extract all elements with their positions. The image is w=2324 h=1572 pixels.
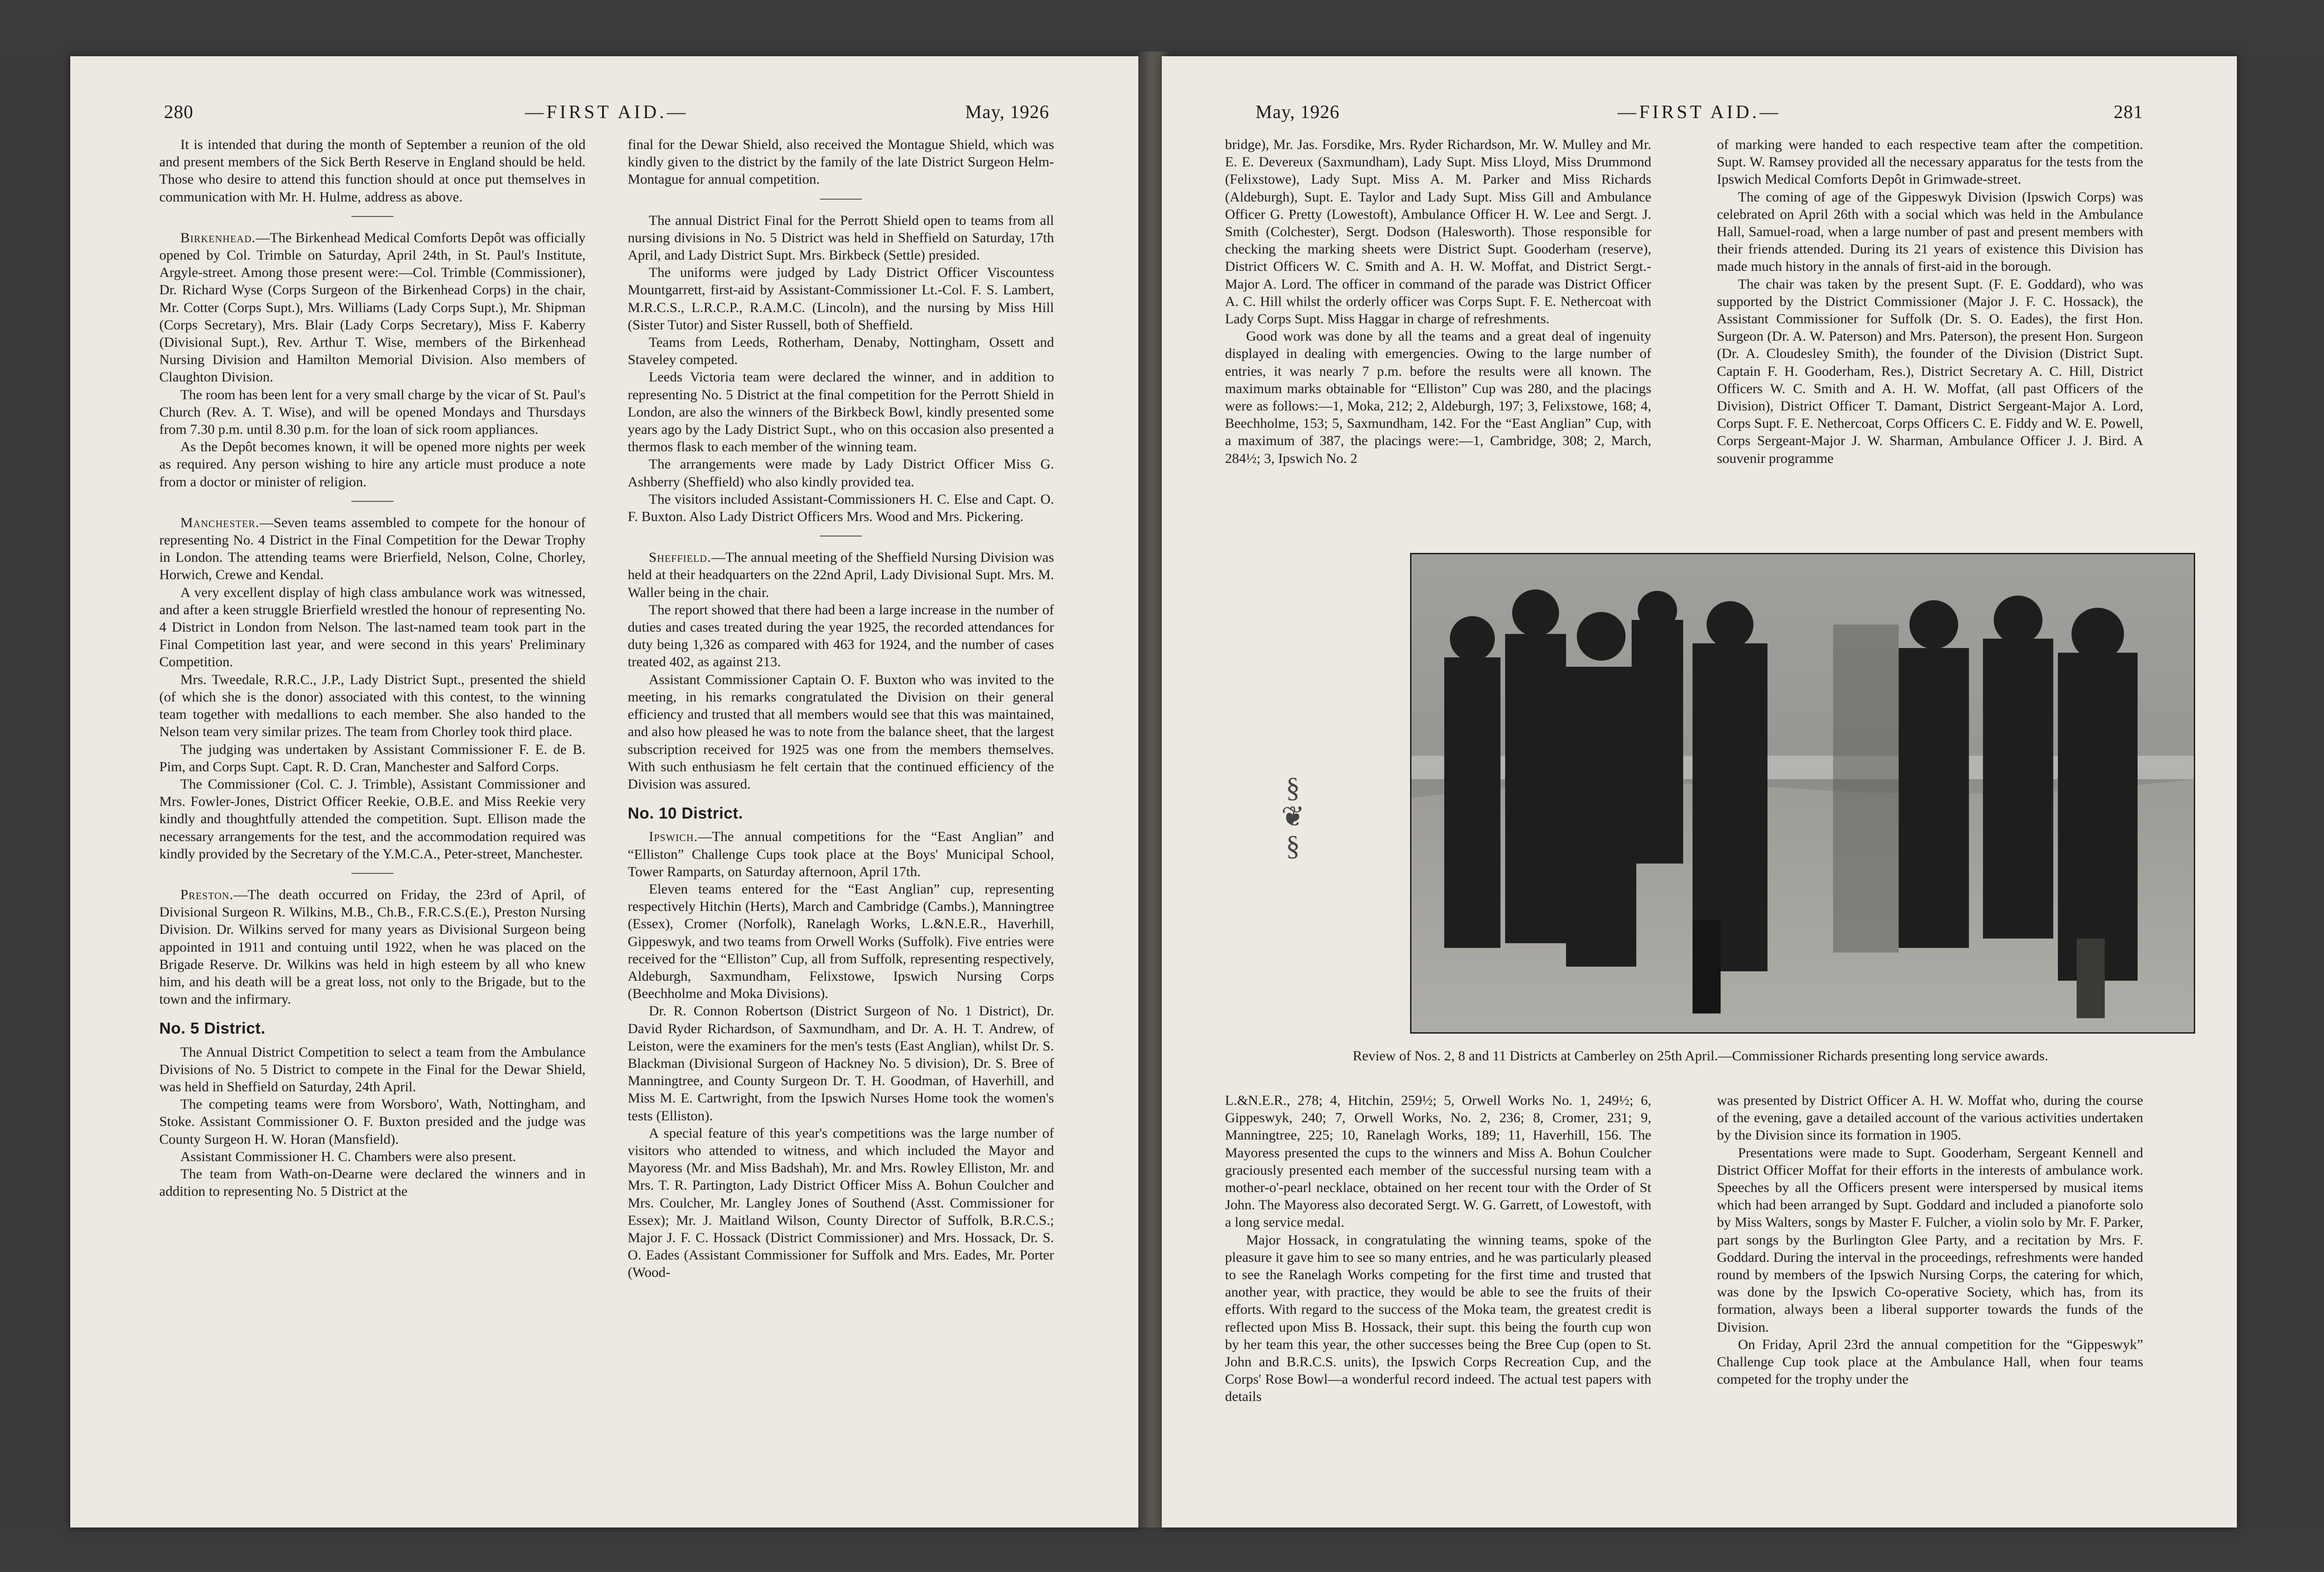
paragraph-text: As the Depôt becomes known, it will be opened more nights per week as required. Any person wishing to hire any article must produce a note from a doctor or minister of religion. — [159, 439, 586, 490]
photo-caption: Review of Nos. 2, 8 and 11 Districts at Camberley on 25th April.—Commissioner Richards presenting long service awards. — [1352, 1048, 2049, 1064]
article-paragraph — [159, 514, 586, 584]
paragraph-text: Dr. R. Connon Robertson (District Surgeon of No. 1 District), Dr. David Ryder Richardson, of Saxmundham, and Dr. A. H. T. Andrew, of Leiston, were the examiners for the men's tests (East Anglian), whilst Dr. S. Blackman (Divisional Surgeon of Hackney No. 5 division), Dr. S. Bree of Manningtree, and County Surgeon Dr. T. H. Goodman, of Haverhill, and Miss M. E. Cartwright, from the Ipswich Nurses Home took the women's tests (Elliston). — [628, 1003, 1054, 1124]
paragraph-text: final for the Dewar Shield, also received the Montague Shield, which was kindly given to the district by the family of the late District Surgeon Helm-Montague for annual competition. — [628, 137, 1054, 187]
article-paragraph — [628, 549, 1054, 601]
paragraph-text: Leeds Victoria team were declared the winner, and in addition to representing No. 5 District at the final competition for the Perrott Shield in London, are also the winners of the Birkbeck Bowl, kindly presented some years ago by the Lady District Supt., who on this occasion also presented a thermos flask to each member of the winning team. — [628, 369, 1054, 455]
paragraph-text: The judging was undertaken by Assistant Commissioner F. E. de B. Pim, and Corps Supt. Capt. R. D. Cran, Manchester and Salford Corps. — [159, 741, 586, 775]
article-paragraph — [159, 1148, 586, 1165]
paragraph-text: It is intended that during the month of September a reunion of the old and present members of the Sick Berth Reserve in England should be held. Those who desire to attend this function should at once put themselves in communication with Mr. H. Hulme, address as above. — [159, 137, 586, 205]
paragraph-text: —The annual competitions for the “East Anglian” and “Elliston” Challenge Cups took place at the Boys' Municipal School, Tower Ramparts, on Saturday afternoon, April 17th. — [628, 829, 1054, 879]
left-running-head — [164, 101, 1049, 129]
paragraph-text: The coming of age of the Gippeswyk Division (Ipswich Corps) was celebrated on April 26th with a social which was held in the Ambulance Hall, Samuel-road, when a large number of past and present members with their friends attended. During its 21 years of existence this Division has made much history in the annals of first-aid in the borough. — [1717, 189, 2143, 275]
paragraph-text: L.&N.E.R., 278; 4, Hitchin, 259½; 5, Orwell Works No. 1, 249½; 6, Gippeswyk, 240; 7, Orwell Works, No. 2, 236; 8, Cromer, 231; 9, Manningtree, 225; 10, Ranelagh Works, 189; 11, Haverhill, 156. The Mayoress presented the cups to the winners and Miss A. Bohun Coulcher graciously presented each member of the successful nursing team with a mother-o'-pearl necklace, obtained on her recent tour with the Order of St John. The Mayoress also decorated Sergt. W. G. Garrett, of Lowestoft, with a long service medal. — [1225, 1093, 1651, 1230]
article-paragraph — [1225, 1231, 1651, 1406]
article-paragraph — [628, 455, 1054, 490]
article-paragraph — [159, 671, 586, 741]
paragraph-text: The room has been lent for a very small charge by the vicar of St. Paul's Church (Rev. A. T. Wise), and will be opened Mondays and Thursdays from 7.30 p.m. until 8.30 p.m. for the loan of sick room appliances. — [159, 387, 586, 438]
review-photograph — [1410, 553, 2195, 1034]
paragraph-text: The competing teams were from Worsboro', Wath, Nottingham, and Stoke. Assistant Commissioner O. F. Buxton presided and the judge was County Surgeon H. W. Horan (Mansfield). — [159, 1096, 586, 1147]
paragraph-text: was presented by District Officer A. H. W. Moffat who, during the course of the evening, gave a detailed account of the various activities undertaken by the Division since its formation in 1905. — [1717, 1093, 2143, 1143]
issue-date: May, 1926 — [1255, 101, 1340, 122]
photograph-image — [1411, 554, 2194, 1032]
paragraph-text: Good work was done by all the teams and a great deal of ingenuity displayed in dealing with emergencies. Owing to the large number of entries, it was nearly 7 p.m. before the results were all known. The maximum marks obtainable for “Elliston” Cup was 280, and the placings were as follows:—1, Moka, 212; 2, Aldeburgh, 197; 3, Felixstowe, 168; 4, Beechholme, 153; 5, Saxmundham, 142. For the “East Anglian” Cup, with a maximum of 387, the placings were:—1, Cambridge, 308; 2, March, 284½; 3, Ipswich No. 2 — [1225, 328, 1651, 466]
article-paragraph — [159, 136, 586, 206]
paragraph-text: The chair was taken by the present Supt. (F. E. Goddard), who was supported by the District Commissioner (Major J. F. C. Hossack), the Assistant Commissioner for Suffolk (Dr. S. O. Eades), the first Hon. Surgeon (Dr. A. W. Paterson) and Mrs. Paterson), the present Hon. Surgeon (Dr. A. Cloudesley Smith), the founder of the Division (District Supt. Captain F. H. Gooderham, Res.), District Secretary A. C. Hill, District Officers W. C. Smith and A. H. W. Moffat, (all past Officers of the Division), District Officer T. Damant, District Sergeant-Major A. Lord, Corps Supt. F. E. Nethercoat, Corps Officers C. E. Fiddy and W. E. Powell, Corps Sergeant-Major J. W. Sharman, Ambulance Officer J. J. Bird. A souvenir programme — [1717, 276, 2143, 466]
article-paragraph — [1225, 136, 1651, 328]
paragraph-text: Teams from Leeds, Rotherham, Denaby, Nottingham, Ossett and Staveley competed. — [628, 335, 1054, 368]
article-paragraph — [628, 1125, 1054, 1281]
right-column-2-top — [1717, 136, 2143, 467]
left-page — [70, 56, 1143, 1527]
article-paragraph — [628, 671, 1054, 793]
article-paragraph — [628, 880, 1054, 1002]
article-paragraph — [628, 334, 1054, 368]
article-paragraph — [159, 1165, 586, 1200]
paragraph-text: bridge), Mr. Jas. Forsdike, Mrs. Ryder Richardson, Mr. W. Mulley and Mr. E. E. Devereux (Saxmundham), Lady Supt. Miss Lloyd, Miss Drummond (Felixstowe), Lady Supt. Miss A. M. Parker and Miss Richards (Aldeburgh), Supt. E. Taylor and Lady Supt. Miss Gill and Ambulance Officer G. Pretty (Lowestoft), Ambulance Officer H. W. Lee and Sergt. J. Smith (Colchester), Sergt. Dodson (Halesworth). Those responsible for checking the marking sheets were District Supt. Gooderham (reserve), District Officers W. C. Smith and A. H. W. Moffat, and District Sergt.-Major A. Lord. The officer in command of the parade was District Officer A. C. Hill whilst the orderly officer was Corps Supt. F. E. Nethercoat with Lady Corps Supt. Miss Haggar in charge of refreshments. — [1225, 137, 1651, 327]
paragraph-text: —The Birkenhead Medical Comforts Depôt was officially opened by Col. Trimble on Saturday, April 24th, in St. Paul's Institute, Argyle-street. Among those present were:—Col. Trimble (Commissioner), Dr. Richard Wyse (Corps Surgeon of the Birkenhead Corps) in the chair, Mr. Cotter (Corps Supt.), Mrs. Williams (Lady Corps Supt.), Mr. Shipman (Corps Secretary), Mrs. Blair (Lady Corps Secretary), Miss F. Kaberry (Divisional Supt.), Rev. Arthur T. Wise, members of the Birkenhead Nursing Division and Hamilton Memorial Division. Also members of Claughton Division. — [159, 230, 586, 385]
right-column-1-top — [1225, 136, 1651, 467]
article-paragraph — [628, 491, 1054, 525]
page-number: 281 — [2114, 101, 2143, 122]
article-paragraph — [1225, 328, 1651, 467]
journal-title: —FIRST AID.— — [525, 101, 689, 122]
article-paragraph — [1717, 1336, 2143, 1388]
location-lead: Ipswich. — [649, 829, 698, 845]
paragraph-text: The team from Wath-on-Dearne were declared the winners and in addition to representing No. 5 District at the — [159, 1166, 586, 1199]
issue-date: May, 1926 — [965, 101, 1049, 122]
article-paragraph — [159, 741, 586, 775]
article-paragraph — [628, 601, 1054, 671]
article-paragraph — [1717, 1092, 2143, 1144]
location-lead: Birkenhead. — [180, 230, 256, 246]
paragraph-text: Major Hossack, in congratulating the winning teams, spoke of the pleasure it gave him to see so many entries, and he was particularly pleased to see the Ranelagh Works competing for the first time and trusted that another year, with practice, they would be able to see the fruits of their efforts. With regard to the success of the Moka team, the greatest credit is reflected upon Miss B. Hossack, their supt. this being the fourth cup won by her team this year, the other successes being the Bree Cup (open to St. John and B.R.C.S. units), the Ipswich Corps Recreation Cup, and the Corps' Rose Bowl—a wonderful record indeed. The actual test papers with details — [1225, 1232, 1651, 1405]
section-rule — [351, 873, 394, 874]
paragraph-text: Assistant Commissioner Captain O. F. Buxton who was invited to the meeting, in his remarks congratulated the Division on their general efficiency and trusted that all members would see that this was maintained, and also how pleased he was to note from the balance sheet, that the largest subscription received for 1925 was one from the members themselves. With such enthusiasm he felt certain that the continued efficiency of the Division was assured. — [628, 671, 1054, 792]
page-number: 280 — [164, 101, 193, 122]
article-paragraph — [159, 386, 586, 439]
paragraph-text: Presentations were made to Supt. Gooderham, Sergeant Kennell and District Officer Moffat for their efforts in the interests of ambulance work. Speeches by all the Officers present were interspersed by musical items which had been arranged by Supt. Goddard and included a pianoforte solo by Miss Walters, songs by Master F. Fulcher, a violin solo by Mr. F. Parker, part songs by the Burlington Glee Party, and a recitation by Mrs. F. Goddard. During the interval in the proceedings, refreshments were handed round by members of the Ipswich Nursing Corps, the catering for which, was done by the Ipswich Co-operative Society, which has, from its formation, always been a liberal supporter towards the funds of the Division. — [1717, 1145, 2143, 1335]
location-lead: Sheffield. — [649, 550, 712, 566]
article-paragraph — [628, 264, 1054, 334]
paragraph-text: Mrs. Tweedale, R.R.C., J.P., Lady District Supt., presented the shield (of which she is the donor) associated with this contest, to the winning team together with medallions to each member. She also handed to the Nelson team very similar prizes. The team from Chorley took third place. — [159, 671, 586, 740]
scanner-border-bottom — [0, 1527, 2324, 1572]
paragraph-text: On Friday, April 23rd the annual competition for the “Gippeswyk” Challenge Cup took place at the Ambulance Hall, when four teams competed for the trophy under the — [1717, 1336, 2143, 1387]
section-rule — [351, 501, 394, 502]
article-paragraph — [159, 886, 586, 1008]
paragraph-text: —The annual meeting of the Sheffield Nursing Division was held at their headquarters on the 22nd April, Lady Divisional Supt. Mrs. M. Waller being in the chair. — [628, 550, 1054, 600]
paragraph-text: The Annual District Competition to select a team from the Ambulance Divisions of No. 5 District to compete in the Final for the Dewar Shield, was held in Sheffield on Saturday, 24th April. — [159, 1044, 586, 1095]
location-lead: Preston. — [180, 887, 234, 902]
paragraph-text: A special feature of this year's competitions was the large number of visitors who attended to witness, and which included the Mayor and Mayoress (Mr. and Miss Badshah), Mr. and Mrs. Rowley Elliston, Mr. and Mrs. T. R. Partington, Lady District Officer Miss A. Bohun Coulcher and Mrs. Coulcher, Mr. Langley Jones of Southend (Asst. Commissioner for Essex); Mr. J. Maitland Wilson, County Director of Suffolk, B.R.C.S.; Major J. F. C. Hossack (District Commissioner) and Mrs. Hossack, Dr. S. O. Eades (Assistant Commissioner for Suffolk and Mrs. Eades, Mr. Porter (Wood- — [628, 1125, 1054, 1281]
paragraph-text: The Commissioner (Col. C. J. Trimble), Assistant Commissioner and Mrs. Fowler-Jones, District Officer Reekie, O.B.E. and Miss Reekie very kindly and thoughtfully attended the competition. Supt. Ellison made the necessary arrangements for the test, and the accommodation required was kindly provided by the Secretary of the Y.M.C.A., Peter-street, Manchester. — [159, 776, 586, 862]
paragraph-text: The arrangements were made by Lady District Officer Miss G. Ashberry (Sheffield) who also kindly provided tea. — [628, 456, 1054, 490]
article-paragraph — [1717, 136, 2143, 188]
article-paragraph — [159, 1095, 586, 1148]
paragraph-text: The uniforms were judged by Lady District Officer Viscountess Mountgarrett, first-aid by Assistant-Commissioner Lt.-Col. F. S. Lambert, M.R.C.S., L.R.C.P., R.A.M.C. (Lincoln), and the nursing by Miss Hill (Sister Tutor) and Sister Russell, both of Sheffield. — [628, 265, 1054, 333]
article-paragraph — [159, 438, 586, 491]
section-rule — [351, 216, 394, 217]
article-paragraph — [1717, 1144, 2143, 1336]
district-heading: No. 5 District. — [159, 1020, 266, 1038]
right-column-1-bottom — [1225, 1092, 1651, 1406]
left-column-2 — [628, 136, 1054, 1281]
district-heading: No. 10 District. — [628, 805, 743, 823]
paragraph-text: Assistant Commissioner H. C. Chambers were also present. — [180, 1148, 516, 1164]
article-paragraph — [628, 212, 1054, 264]
location-lead: Manchester. — [180, 514, 260, 530]
paragraph-text: of marking were handed to each respective team after the competition. Supt. W. Ramsey provided all the necessary apparatus for the tests from the Ipswich Medical Comforts Depôt in Grimwade-street. — [1717, 137, 2143, 187]
right-running-head — [1255, 101, 2143, 129]
article-paragraph — [1225, 1092, 1651, 1231]
scanner-border-top — [0, 0, 2324, 59]
left-column-1 — [159, 136, 586, 1200]
paragraph-text: A very excellent display of high class ambulance work was witnessed, and after a keen struggle Brierfield wrestled the honour of representing No. 4 District in London from Nelson. The last-named team took part in the Final Competition last year, and were second in this years' Preliminary Competition. — [159, 584, 586, 670]
article-paragraph — [159, 775, 586, 863]
paragraph-text: The annual District Final for the Perrott Shield open to teams from all nursing divisions in No. 5 District was held in Sheffield on Saturday, 17th April, and Lady District Supt. Mrs. Birkbeck (Settle) presided. — [628, 212, 1054, 263]
article-paragraph — [1717, 188, 2143, 276]
article-paragraph — [628, 1002, 1054, 1124]
article-paragraph — [628, 136, 1054, 188]
paragraph-text: —Seven teams assembled to compete for the honour of representing No. 4 District in the Final Competition for the Dewar Trophy in London. The attending teams were Brierfield, Nelson, Colne, Chorley, Horwich, Crewe and Kendal. — [159, 514, 586, 583]
article-paragraph — [159, 229, 586, 386]
paragraph-text: Eleven teams entered for the “East Anglian” cup, representing respectively Hitchin (Herts), March and Cambridge (Cambs.), Manningtree (Essex), Cromer (Norfolk), Ranelagh Works, L.&N.E.R., Haverhill, Gippeswyk, and two teams from Orwell Works (Suffolk). Five entries were received for the “Elliston” Cup, all from Suffolk, representing respectively, Aldeburgh, Saxmundham, Felixstowe, Ipswich Nursing Corps (Beechholme and Moka Divisions). — [628, 881, 1054, 1002]
article-paragraph — [159, 584, 586, 671]
journal-title: —FIRST AID.— — [1617, 101, 1782, 122]
article-paragraph — [628, 368, 1054, 455]
paragraph-text: The visitors included Assistant-Commissioners H. C. Else and Capt. O. F. Buxton. Also Lady District Officers Mrs. Wood and Mrs. Pickering. — [628, 491, 1054, 525]
paragraph-text: The report showed that there had been a large increase in the number of duties and cases treated during the year 1925, the recorded attendances for duty being 1,326 as compared with 463 for 1924, and the number of cases treated 402, as against 213. — [628, 602, 1054, 670]
paragraph-text: —The death occurred on Friday, the 23rd of April, of Divisional Surgeon R. Wilkins, M.B., Ch.B., F.R.C.S.(E.), Preston Nursing Division. Dr. Wilkins served for many years as Divisional Surgeon being appointed in 1911 and contuing until 1922, when he was placed on the Brigade Reserve. Dr. Wilkins was held in high esteem by all who knew him, and his death will be a great loss, not only to the Brigade, but to the town and the infirmary. — [159, 887, 586, 1007]
article-paragraph — [628, 828, 1054, 880]
article-paragraph — [1717, 276, 2143, 467]
right-page — [1162, 56, 2237, 1527]
left-scroll-ornament: § ❦ § — [1281, 772, 1305, 861]
article-paragraph — [159, 1043, 586, 1096]
section-rule — [820, 199, 862, 200]
right-column-2-bottom — [1717, 1092, 2143, 1388]
